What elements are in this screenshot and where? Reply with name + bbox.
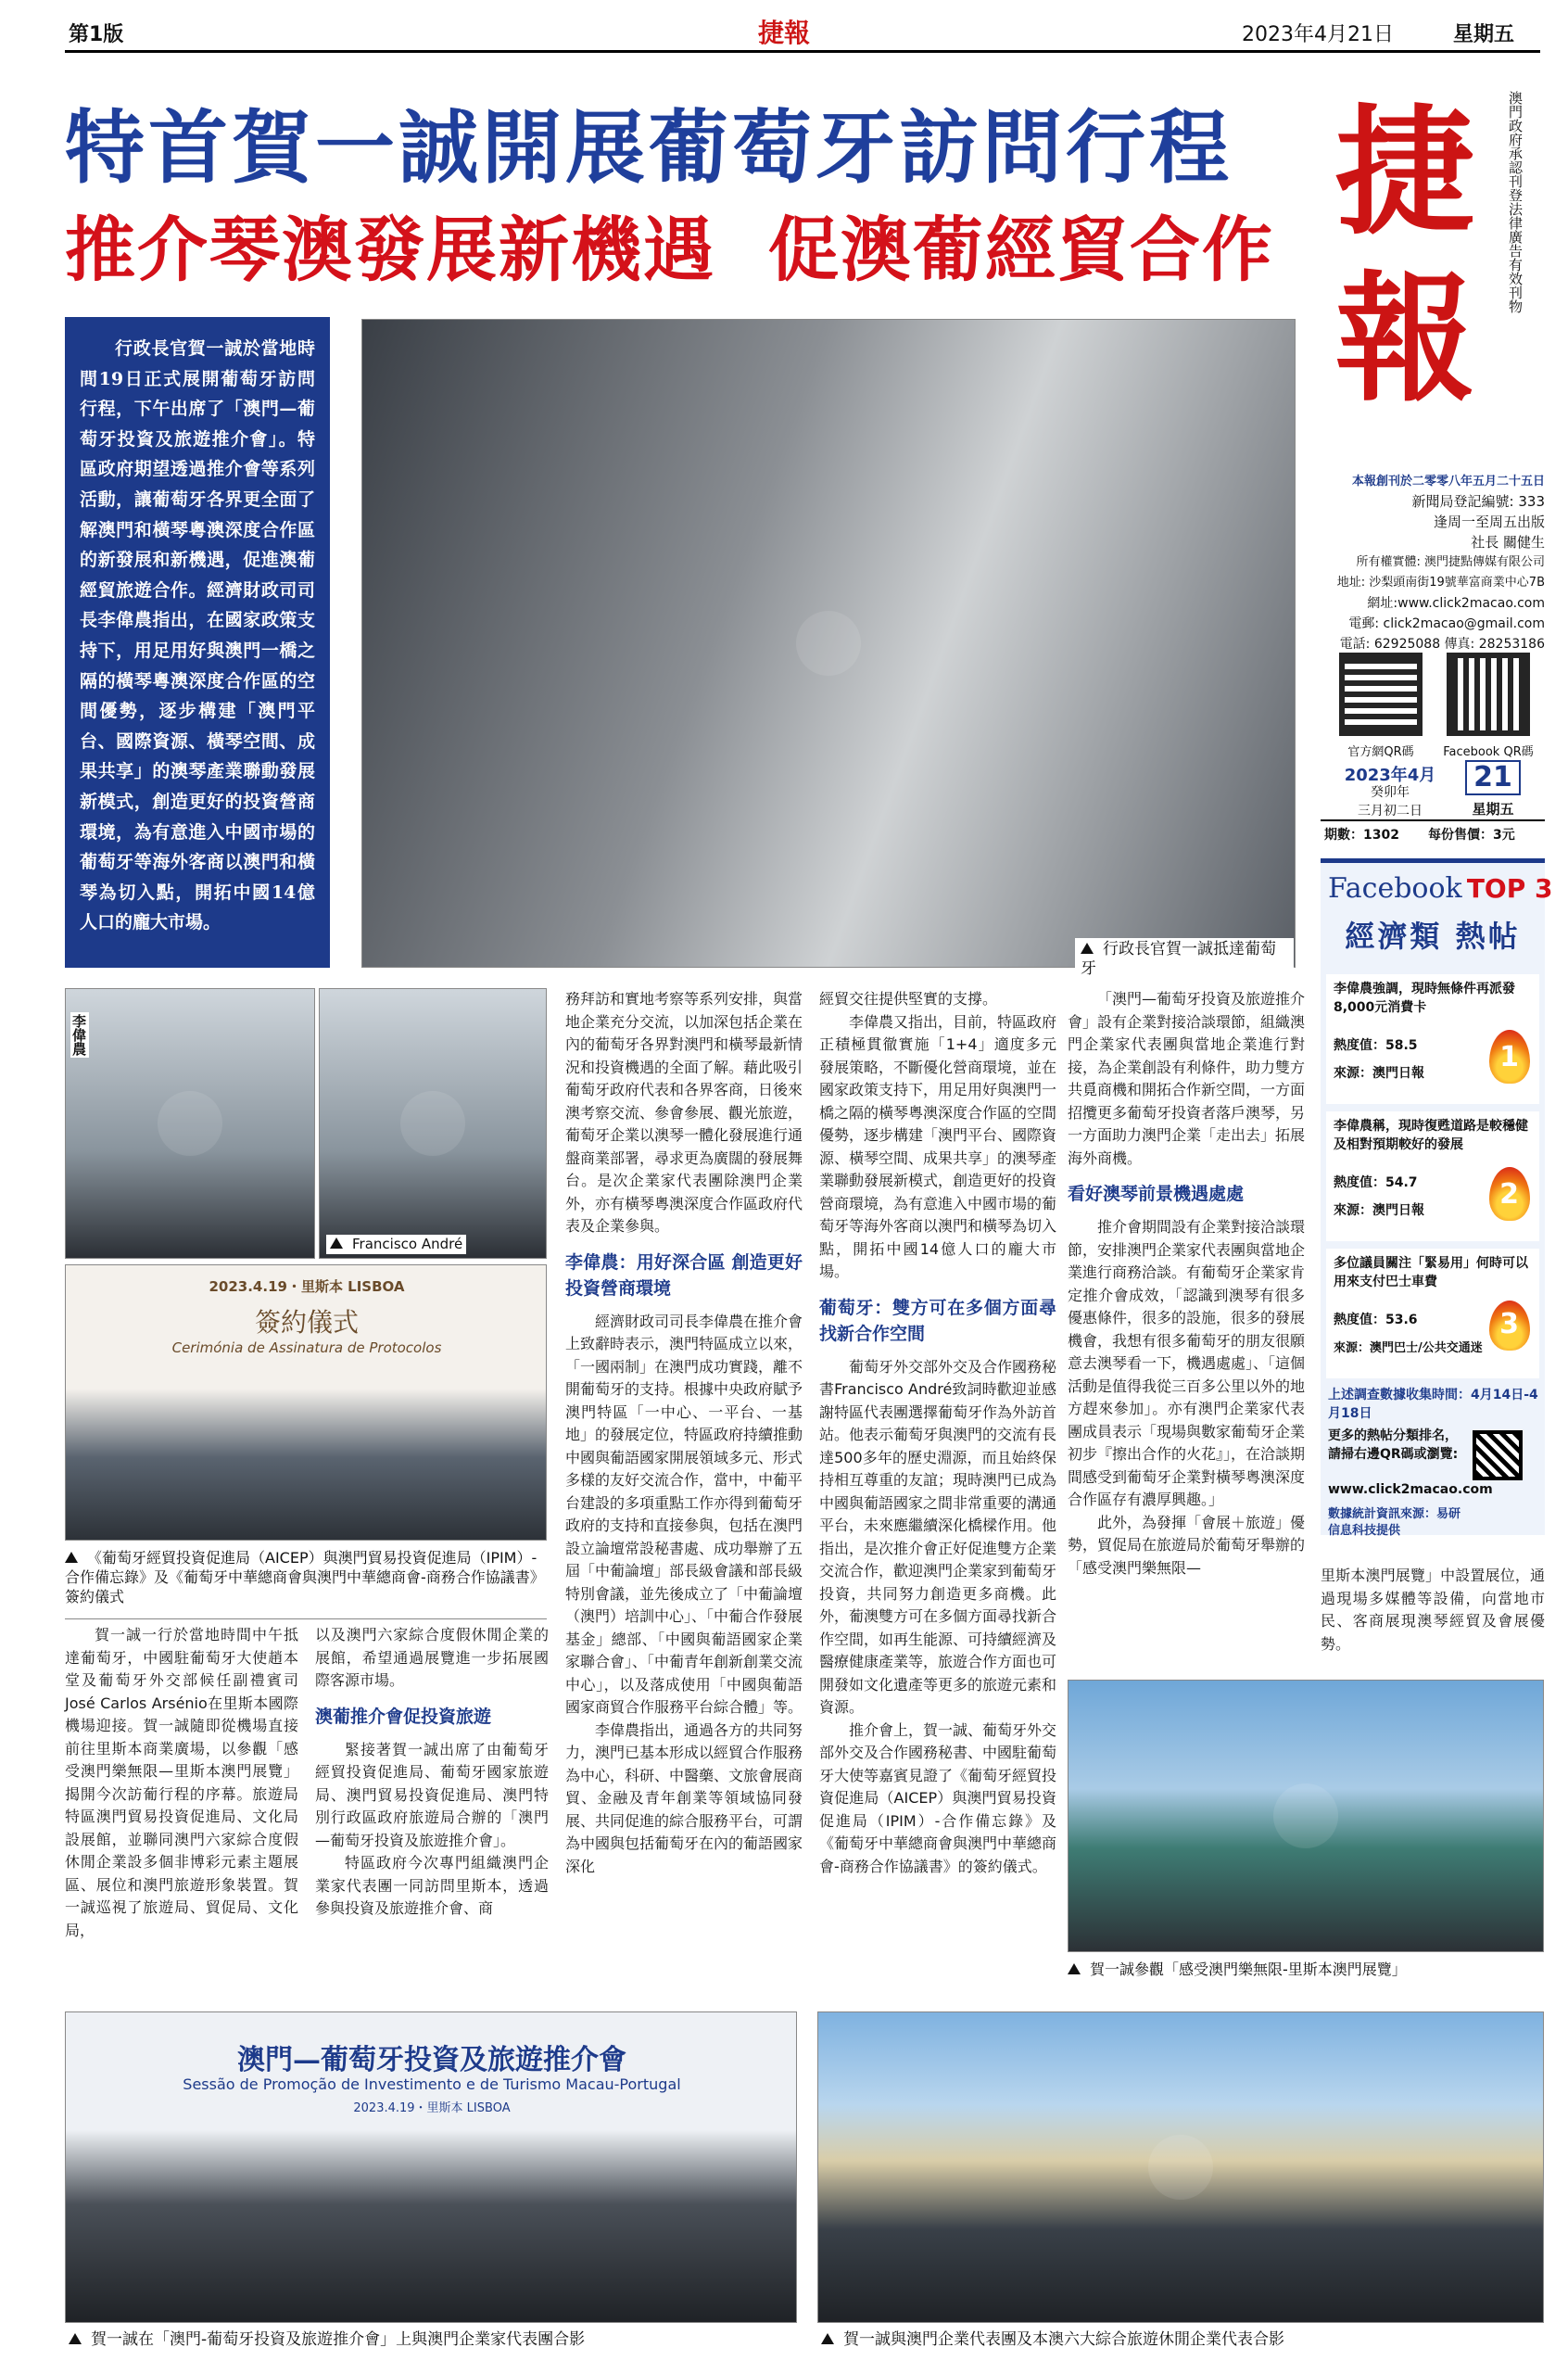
fb-item-3[interactable]	[1326, 1249, 1539, 1378]
fb-item-source: 來源：澳門巴士/公共交通迷	[1334, 1341, 1483, 1355]
masthead-info	[1321, 491, 1545, 654]
calendar-box	[1330, 762, 1545, 823]
caption-triangle-icon	[65, 1552, 78, 1563]
section-rule	[65, 1618, 547, 1619]
article-col-1	[65, 1624, 298, 1942]
li-photo-label: 李偉農	[70, 1014, 87, 1056]
fb-item-heat: 熱度值：54.7	[1334, 1175, 1418, 1190]
photo-promotion-group	[65, 2011, 797, 2323]
article-paragraph: 以及澳門六家綜合度假休閒企業的展館，希望通過展覽進一步拓展國際客源市場。	[315, 1626, 549, 1689]
article-paragraph: 賀一誠一行於當地時間中午抵達葡萄牙，中國駐葡萄牙大使趙本堂及葡萄牙外交部候任副禮賓司José Carlos Arsénio在里斯本國際機場迎接。賀一誠隨即從機場直接前往里斯本商業廣場，以參觀「感受澳門樂無限—里斯本澳門展覽」揭開今次訪葡行程的序幕。旅遊局特區澳門貿易投資促進局、文化局設展館，並聯同澳門六家綜合度假休閒企業設多個非博彩元素主題展區、展位和澳門旅遊形象裝置。賀一誠巡視了旅遊局、貿促局、文化局，	[65, 1626, 298, 1939]
expo-photo-caption	[1068, 1960, 1544, 1979]
article-paragraph: 「澳門—葡萄牙投資及旅遊推介會」設有企業對接洽談環節，組織澳門企業家代表團與當地企業進行對接，為企業創設有利條件，助力雙方共覓商機和開拓合作新空間，一方面招攬更多葡萄牙投資者落戶澳琴，另一方面助力澳門企業「走出去」拓展海外商機。	[1068, 990, 1306, 1167]
masthead-side-text: 澳門政府承認刊登法律廣告有效刊物	[1507, 91, 1524, 313]
masthead-logo	[1326, 89, 1484, 423]
fb-item-rank: 1	[1499, 1041, 1519, 1073]
fb-title-en: Facebook	[1328, 872, 1462, 905]
calendar-day: 21	[1465, 760, 1521, 795]
fb-item-title: 多位議員關注「緊易用」何時可以用來支付巴士車費	[1334, 1256, 1528, 1289]
issue-weekday: 星期五	[1453, 23, 1515, 46]
header-rule	[65, 50, 1540, 53]
photo-francisco-andre	[319, 988, 547, 1259]
signing-banner-date: 2023.4.19・里斯本 LISBOA	[209, 1278, 405, 1295]
masthead-address: 地址: 沙梨頭南街19號華富商業中心7B	[1336, 576, 1545, 590]
masthead-founded: 本報創刊於二零零八年五月二十五日	[1351, 475, 1545, 489]
caption-triangle-icon	[1068, 1963, 1081, 1974]
paper-name-small: 捷報	[758, 18, 811, 48]
caption-text: 《葡萄牙經貿投資促進局（AICEP）與澳門貿易投資促進局（IPIM）-合作備忘錄》及《葡萄牙中華總商會與澳門中華總商會-商務合作協議書》簽約儀式	[65, 1549, 545, 1605]
masthead-email: 電郵: click2macao@gmail.com	[1348, 616, 1545, 631]
headline-main: 特首賀一誠開展葡萄牙訪問行程	[65, 102, 1233, 195]
article-subheading: 葡萄牙：雙方可在多個方面尋找新合作空間	[819, 1297, 1056, 1344]
caption-triangle-icon	[821, 2333, 834, 2344]
article-paragraph: 葡萄牙外交部外交及合作國務秘書Francisco André致詞時歡迎並感謝特區代表團選擇葡萄牙作為外訪首站。他表示葡萄牙與澳門的交流有長達500多年的歷史淵源，而且始終保持相互尊重的友誼；現時澳門已成為中國與葡語國家之間非常重要的溝通平台，未來應繼續深化橋樑作用。他指出，是次推介會正好促進雙方企業交流合作，歡迎澳門企業家到葡萄牙投資，共同努力創造更多商機。此外，葡澳雙方可在多個方面尋找新合作空間，如再生能源、可持續經濟及醫療健康產業等，旅遊合作方面也可開發如文化遺產等更多的旅遊元素和資源。	[819, 1357, 1057, 1716]
article-subheading: 李偉農：用好深合區 創造更好投資營商環境	[565, 1251, 803, 1299]
fb-item-title: 李偉農強調，現時無條件再派發8,000元消費卡	[1334, 982, 1515, 1015]
fb-item-heat: 熱度值：53.6	[1334, 1313, 1418, 1327]
article-col-3	[565, 988, 803, 1878]
photo-signing-ceremony	[65, 1264, 547, 1541]
photo-placeholder-icon	[1273, 1783, 1338, 1848]
fb-item-rank: 3	[1499, 1308, 1519, 1340]
article-subheading: 看好澳琴前景機遇處處	[1068, 1184, 1245, 1204]
photo-placeholder-icon	[158, 1091, 222, 1156]
caption-text: Francisco André	[352, 1236, 463, 1252]
calendar-ganzhi: 癸卯年	[1371, 785, 1410, 800]
article-paragraph: 李偉農指出，通過各方的共同努力，澳門已基本形成以經貿合作服務為中心，科研、中醫藥、文旅會展商貿、金融及青年創業等領域協同發展、共同促進的綜合服務平台，可謂為中國與包括葡萄牙在內的葡語國家深化	[565, 1720, 803, 1875]
masthead-registration: 新聞局登記編號: 333	[1411, 493, 1545, 510]
issue-price: 每份售價：3元	[1428, 828, 1515, 843]
fb-item-heat: 熱度值：58.5	[1334, 1038, 1418, 1053]
lead-text: 行政長官賀一誠於當地時間19日正式展開葡萄牙訪問行程，下午出席了「澳門—葡萄牙投資及旅遊推介會」。特區政府期望透過推介會等系列活動，讓葡萄牙各界更全面了解澳門和橫琴粵澳深度合作區的新發展和新機遇，促進澳葡經貿旅遊合作。經濟財政司司長李偉農指出，在國家政策支持下，用足用好與澳門一橋之隔的橫琴粵澳深度合作區的空間優勢，逐步構建「澳門平台、國際資源、橫琴空間、成果共享」的澳琴產業聯動發展新模式，創造更好的投資營商環境，為有意進入中國市場的葡萄牙等海外客商以澳門和橫琴為切入點，開拓中國14億人口的龐大市場。	[80, 338, 315, 933]
photo-placeholder-icon	[1148, 2135, 1213, 2200]
fb-provider: 數據統計資訊來源：易研信息科技提供	[1328, 1507, 1461, 1538]
masthead-phone: 電話: 62925088 傳真: 28253186	[1339, 637, 1545, 652]
issue-date: 2023年4月21日	[1242, 23, 1394, 46]
signing-banner-pt: Cerimónia de Assinatura de Protocolos	[171, 1339, 442, 1356]
bottom-left-caption	[69, 2330, 797, 2350]
facebook-top3-panel	[1321, 858, 1553, 1538]
article-paragraph: 特區政府今次專門組織澳門企業家代表團一同訪問里斯本，透過參與投資及旅遊推介會、商	[315, 1854, 549, 1917]
fb-item-source: 來源：澳門日報	[1334, 1066, 1424, 1081]
lead-box	[65, 317, 330, 968]
bottom-right-caption	[821, 2330, 1544, 2350]
qr-facebook[interactable]	[1447, 653, 1530, 736]
caption-text: 行政長官賀一誠抵達葡萄牙	[1081, 940, 1276, 978]
signing-photo-caption	[65, 1548, 547, 1606]
masthead-publisher: 社長 關健生	[1471, 534, 1545, 551]
main-photo	[361, 319, 1296, 968]
article-col-6	[1321, 1565, 1545, 1656]
article-paragraph: 里斯本澳門展覽」中設置展位，通過現場多媒體等設備，向當地市民、客商展現澳琴經貿及會展優勢。	[1321, 1567, 1545, 1653]
promotion-banner-date: 2023.4.19・里斯本 LISBOA	[353, 2101, 511, 2115]
article-paragraph: 緊接著賀一誠出席了由葡萄牙經貿投資促進局、葡萄牙國家旅遊局、澳門貿易投資促進局、澳門特別行政區政府旅遊局合辦的「澳門—葡萄牙投資及旅遊推介會」。	[315, 1740, 549, 1849]
fb-survey: 上述調查數據收集時間：4月14日-4月18日	[1328, 1388, 1538, 1421]
fb-title-row	[1328, 872, 1552, 905]
logo-char-2: 報	[1334, 258, 1474, 421]
photo-expo-visit	[1068, 1680, 1544, 1952]
caption-triangle-icon	[330, 1237, 343, 1249]
qr-facebook-label: Facebook QR碼	[1443, 745, 1534, 759]
masthead	[1321, 72, 1545, 842]
calendar-weekday: 星期五	[1472, 801, 1514, 818]
logo-char-1: 捷	[1334, 91, 1474, 254]
article-paragraph: 經貿交往提供堅實的支撐。	[819, 990, 998, 1008]
fb-subtitle: 經濟類 熱帖	[1345, 919, 1521, 954]
article-col-4	[819, 988, 1056, 1878]
masthead-frequency: 逢周一至周五出版	[1433, 514, 1545, 530]
fb-item-2[interactable]	[1326, 1111, 1539, 1241]
masthead-website: 網址:www.click2macao.com	[1367, 596, 1545, 611]
caption-text: 賀一誠與澳門企業代表團及本澳六大綜合旅遊休閒企業代表合影	[843, 2330, 1284, 2349]
main-photo-caption	[1075, 938, 1294, 981]
andre-photo-caption	[326, 1235, 466, 1254]
masthead-owner: 所有權實體: 澳門捷點傳媒有限公司	[1356, 555, 1545, 569]
qr-more[interactable]	[1473, 1430, 1523, 1480]
fb-title-top: TOP 3	[1466, 873, 1553, 904]
calendar-lunar: 三月初二日	[1358, 804, 1423, 818]
article-paragraph: 務拜訪和實地考察等系列安排，與當地企業充分交流，以加深包括企業在內的葡萄牙各界對澳門和橫琴最新情況和投資機遇的全面了解。藉此吸引葡萄牙政府代表和各界客商，日後來澳考察交流、參會參展、觀光旅遊，葡萄牙企業以澳琴一體化發展進行通盤商業部署，尋求更為廣闊的發展舞台。是次企業家代表團除澳門企業外，亦有橫琴粵澳深度合作區政府代表及企業參與。	[565, 990, 803, 1235]
fb-url[interactable]: www.click2macao.com	[1328, 1482, 1493, 1497]
caption-text: 賀一誠參觀「感受澳門樂無限-里斯本澳門展覽」	[1090, 1961, 1407, 1978]
caption-text: 賀一誠在「澳門-葡萄牙投資及旅遊推介會」上與澳門企業家代表團合影	[91, 2330, 586, 2349]
qr-official-label: 官方網QR碼	[1347, 745, 1414, 759]
article-col-2	[315, 1624, 549, 1921]
photo-placeholder-icon	[400, 1091, 465, 1156]
fb-item-title: 李偉農稱，現時復甦道路是較穩健及相對預期較好的發展	[1334, 1119, 1528, 1152]
issue-rule	[1321, 819, 1545, 821]
fb-item-1[interactable]	[1326, 974, 1539, 1104]
qr-official[interactable]	[1339, 653, 1423, 736]
promotion-banner-cn: 澳門—葡萄牙投資及旅遊推介會	[237, 2044, 626, 2076]
article-paragraph: 此外，為發揮「會展＋旅遊」優勢，貿促局在旅遊局於葡萄牙舉辦的「感受澳門樂無限—	[1068, 1513, 1306, 1577]
article-subheading: 澳葡推介會促投資旅遊	[315, 1706, 492, 1727]
headline-sub: 推介琴澳發展新機遇 促澳葡經貿合作	[65, 209, 1274, 291]
page-number: 第1版	[69, 23, 124, 46]
caption-triangle-icon	[1081, 943, 1094, 954]
promotion-banner-pt: Sessão de Promoção de Investimento e de Turismo Macau-Portugal	[183, 2075, 681, 2093]
article-col-5	[1068, 988, 1305, 1580]
article-paragraph: 李偉農又指出，目前，特區政府正積極貫徹實施「1+4」適度多元發展策略，不斷優化營商環境，並在國家政策支持下，用足用好與澳門一橋之隔的橫琴粵澳深度合作區的空間優勢，逐步構建「澳門平台、國際資源、橫琴空間、成果共享」的澳琴產業聯動發展新模式，創造更好的投資營商環境，為有意進入中國市場的葡萄牙等海外客商以澳門和橫琴為切入點，開拓中國14億人口的龐大市場。	[819, 1012, 1057, 1280]
photo-enterprise-group	[817, 2011, 1544, 2323]
fb-more: 更多的熱帖分類排名，請掃右邊QR碼或瀏覽:	[1328, 1428, 1459, 1462]
photo-placeholder-icon	[796, 611, 861, 676]
caption-triangle-icon	[69, 2333, 82, 2344]
calendar-year-month: 2023年4月	[1344, 766, 1436, 785]
signing-banner-cn: 簽約儀式	[254, 1307, 359, 1338]
photo-li-wei-nong	[65, 988, 315, 1259]
fb-item-rank: 2	[1499, 1178, 1519, 1211]
issue-number: 期數：1302	[1324, 828, 1399, 843]
article-paragraph: 推介會上，賀一誠、葡萄牙外交部外交及合作國務秘書、中國駐葡萄牙大使等嘉賓見證了《葡萄牙經貿投資促進局（AICEP）與澳門貿易投資促進局（IPIM）-合作備忘錄》及《葡萄牙中華總商會與澳門中華總商會-商務合作協議書》的簽約儀式。	[819, 1720, 1057, 1875]
fb-item-source: 來源：澳門日報	[1334, 1203, 1424, 1218]
article-paragraph: 經濟財政司司長李偉農在推介會上致辭時表示，澳門特區成立以來，「一國兩制」在澳門成功實踐，離不開葡萄牙的支持。根據中央政府賦予澳門特區「一中心、一平台、一基地」的發展定位，特區政府持續推動中國與葡語國家開展領域多元、形式多樣的友好交流合作，當中，中葡平台建設的多項重點工作亦得到葡萄牙政府的支持和直接參與，包括在澳門設立論壇常設秘書處、成功舉辦了五屆「中葡論壇」部長級會議和部長級特別會議，並先後成立了「中葡論壇（澳門）培訓中心」、「中葡合作發展基金」總部、「中國與葡語國家企業家聯合會」、「中葡青年創新創業交流中心」，以及落成使用「中國與葡語國家商貿合作服務平台綜合體」等。	[565, 1312, 803, 1716]
article-paragraph: 推介會期間設有企業對接洽談環節，安排澳門企業家代表團與當地企業進行商務洽談。有葡萄牙企業家肯定推介會成效，「認識到澳琴有很多優惠條件，很多的設施，很多的發展機會，我想有很多葡萄牙的朋友很願意去澳琴看一下，機遇處處」、「這個活動是值得我從三百多公里以外的地方趕來參加」。亦有澳門企業家代表團成員表示「現場與數家葡萄牙企業初步『擦出合作的火花』」，在洽談期間感受到葡萄牙企業對橫琴粵澳深度合作區存有濃厚興趣。」	[1068, 1218, 1306, 1508]
